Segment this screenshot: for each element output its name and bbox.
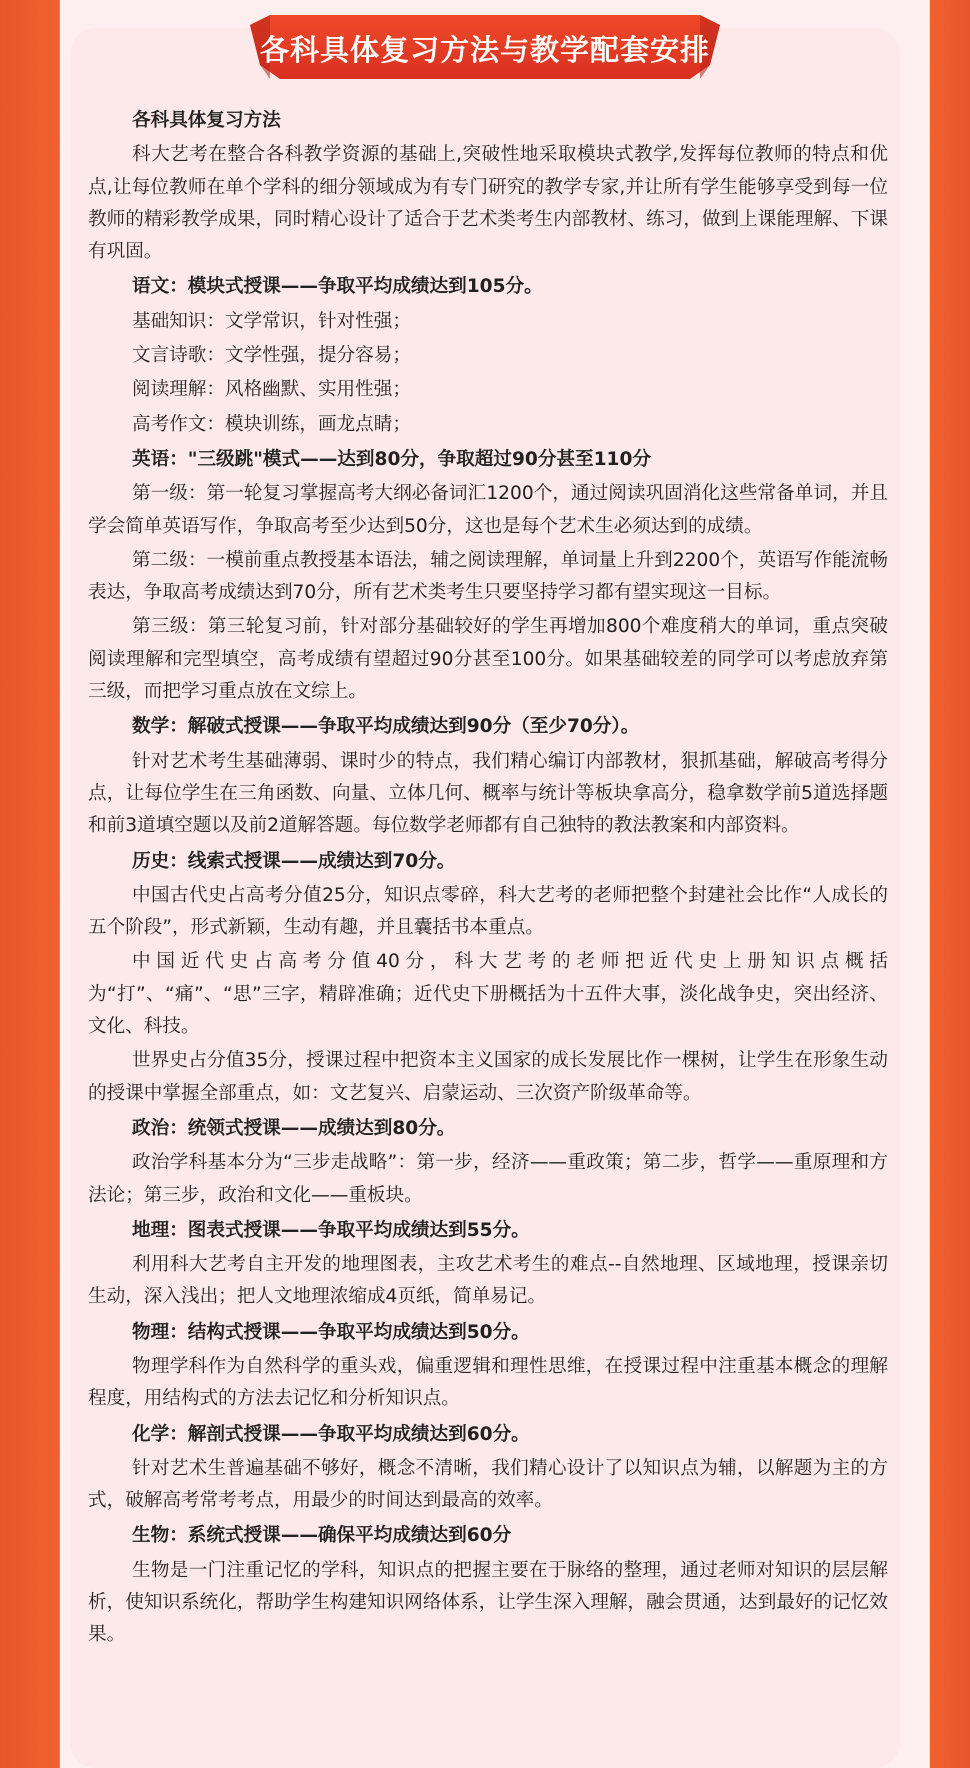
- article-body: [88, 102, 888, 1652]
- section-heading: 各科具体复习方法: [132, 110, 281, 131]
- section-heading: 英语："三级跳"模式——达到80分，争取超过90分甚至110分: [132, 448, 652, 470]
- paragraph: 生物是一门注重记忆的学科，知识点的把握主要在于脉络的整理，通过老师对知识的层层解析，使知识系统化，帮助学生构建知识网络体系，让学生深入理解，融会贯通，达到最好的记忆效果。: [88, 1559, 888, 1646]
- paragraph: 世界史占分值35分，授课过程中把资本主义国家的成长发展比作一棵树，让学生在形象生动的授课中掌握全部重点，如：文艺复兴、启蒙运动、三次资产阶级革命等。: [88, 1050, 888, 1104]
- section-heading: 生物：系统式授课——确保平均成绩达到60分: [132, 1525, 512, 1547]
- banner-title: 各科具体复习方法与教学配套安排: [259, 33, 710, 67]
- section-heading: 历史：线索式授课——成绩达到70分。: [132, 850, 456, 872]
- paragraph: 第一级：第一轮复习掌握高考大纲必备词汇1200个，通过阅读巩固消化这些常备单词，并且学会简单英语写作，争取高考至少达到50分，这也是每个艺术生必须达到的成绩。: [88, 483, 888, 537]
- section-heading: 化学：解剖式授课——争取平均成绩达到60分。: [132, 1423, 530, 1445]
- section-heading: 物理：结构式授课——争取平均成绩达到50分。: [132, 1321, 530, 1343]
- paragraph: 针对艺术生普遍基础不够好，概念不清晰，我们精心设计了以知识点为辅，以解题为主的方式，破解高考常考考点，用最少的时间达到最高的效率。: [88, 1457, 888, 1512]
- paragraph: 中国近代史占高考分值40分，科大艺考的老师把近代史上册知识点概括为“打”、“痛”、“思”三字，精辟准确；近代史下册概括为十五件大事，淡化战争史，突出经济、文化、科技。: [88, 951, 888, 1038]
- title-banner: [250, 15, 720, 85]
- section-heading: 地理：图表式授课——争取平均成绩达到55分。: [132, 1219, 530, 1241]
- paragraph: 政治学科基本分为“三步走战略”：第一步，经济——重政策；第二步，哲学——重原理和方法论；第三步，政治和文化——重板块。: [88, 1152, 888, 1206]
- paragraph: 第三级：第三轮复习前，针对部分基础较好的学生再增加800个难度稍大的单词，重点突破阅读理解和完型填空，高考成绩有望超过90分甚至100分。如果基础较差的同学可以考虑放弃第三级，而把学习重点放在文综上。: [88, 616, 888, 703]
- list-item: 阅读理解：风格幽默、实用性强；: [132, 379, 411, 401]
- section-heading: 数学：解破式授课——争取平均成绩达到90分（至少70分）。: [132, 716, 640, 738]
- paragraph: 科大艺考在整合各科教学资源的基础上,突破性地采取模块式教学,发挥每位教师的特点和优点,让每位教师在单个学科的细分领域成为有专门研究的教学专家,并让所有学生能够享受到每一位教师的精彩教学成果，同时精心设计了适合于艺术类考生内部教材、练习，做到上课能理解、下课有巩固。: [88, 144, 888, 263]
- paragraph: 针对艺术考生基础薄弱、课时少的特点，我们精心编订内部教材，狠抓基础，解破高考得分点，让每位学生在三角函数、向量、立体几何、概率与统计等板块拿高分，稳拿数学前5道选择题和前3道填空题以及前2道解答题。每位数学老师都有自己独特的教法教案和内部资料。: [88, 750, 888, 837]
- section-heading: 政治：统领式授课——成绩达到80分。: [132, 1117, 456, 1139]
- section-heading: 语文：模块式授课——争取平均成绩达到105分。: [132, 276, 543, 298]
- list-item: 基础知识：文学常识，针对性强；: [132, 310, 411, 332]
- paragraph: 第二级：一模前重点教授基本语法，辅之阅读理解，单词量上升到2200个，英语写作能流畅表达，争取高考成绩达到70分，所有艺术类考生只要坚持学习都有望实现这一目标。: [88, 549, 888, 604]
- paragraph: 中国古代史占高考分值25分，知识点零碎，科大艺考的老师把整个封建社会比作“人成长的五个阶段”，形式新颖，生动有趣，并且囊括书本重点。: [88, 884, 888, 939]
- list-item: 文言诗歌：文学性强，提分容易；: [132, 345, 411, 367]
- list-item: 高考作文：模块训练，画龙点睛；: [132, 413, 411, 435]
- paragraph: 物理学科作为自然科学的重头戏，偏重逻辑和理性思维，在授课过程中注重基本概念的理解程度，用结构式的方法去记忆和分析知识点。: [88, 1355, 888, 1410]
- paragraph: 利用科大艺考自主开发的地理图表，主攻艺术考生的难点--自然地理、区域地理，授课亲切生动，深入浅出；把人文地理浓缩成4页纸，简单易记。: [88, 1254, 888, 1308]
